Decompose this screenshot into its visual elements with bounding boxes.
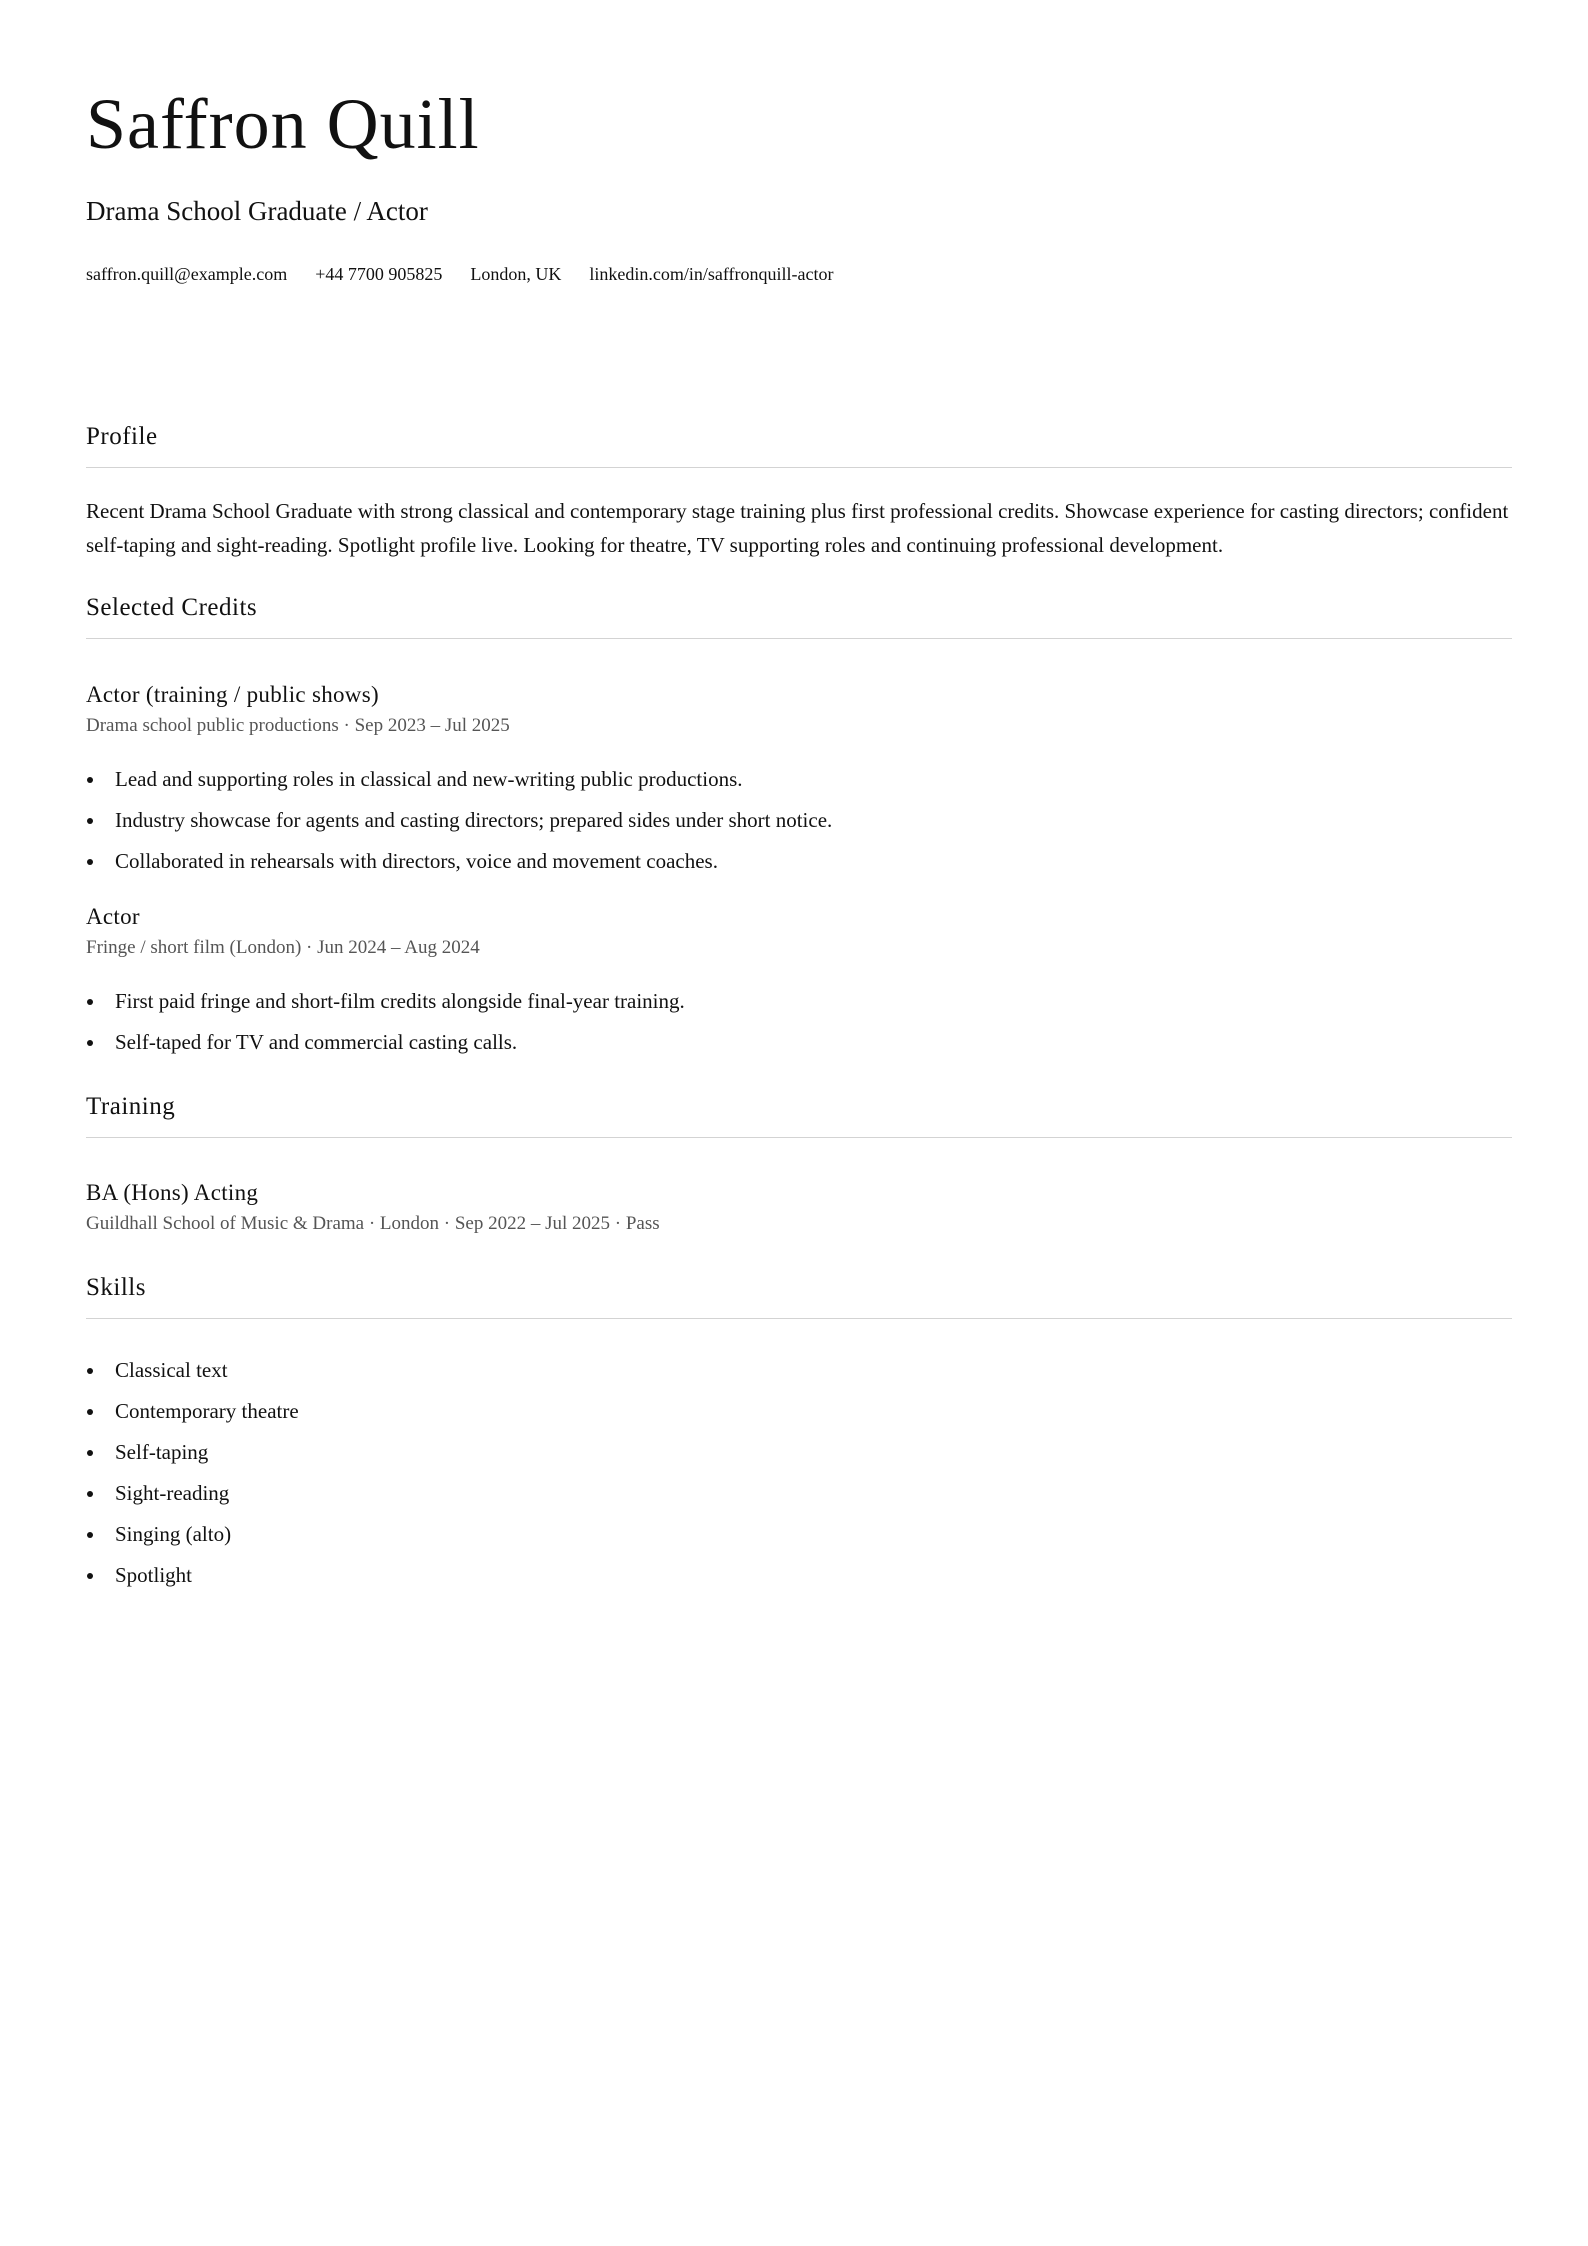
skill-item: Self-taping — [86, 1442, 299, 1483]
credit-meta: Drama school public productions · Sep 2023 – Jul 2025 — [86, 715, 510, 736]
bullet-item: Self-taped for TV and commercial casting calls. — [86, 1032, 685, 1073]
contact-linkedin[interactable]: linkedin.com/in/saffronquill-actor — [589, 264, 834, 284]
section-divider — [86, 638, 1512, 639]
skills-list — [86, 1360, 299, 1606]
skill-item: Classical text — [86, 1360, 299, 1401]
section-divider — [86, 1318, 1512, 1319]
contact-location: London, UK — [470, 264, 562, 284]
profile-summary: Recent Drama School Graduate with strong classical and contemporary stage training plus first professional credits. Showcase experience for casting directors; confident self-taping and sight-reading. Spotlight profile live. Looking for theatre, TV supporting roles and continuing professional development. — [86, 499, 1509, 557]
credit-role: Actor — [86, 904, 140, 929]
training-degree: BA (Hons) Acting — [86, 1180, 259, 1205]
skill-item: Spotlight — [86, 1565, 299, 1606]
skill-item: Sight-reading — [86, 1483, 299, 1524]
candidate-headline: Drama School Graduate / Actor — [86, 196, 428, 226]
training-meta: Guildhall School of Music & Drama · London · Sep 2022 – Jul 2025 · Pass — [86, 1213, 660, 1234]
bullet-item: First paid fringe and short-film credits alongside final-year training. — [86, 991, 685, 1032]
bullet-item: Collaborated in rehearsals with directors, voice and movement coaches. — [86, 851, 832, 892]
credit-bullets — [86, 769, 832, 892]
bullet-item: Industry showcase for agents and casting directors; prepared sides under short notice. — [86, 810, 832, 851]
section-title-skills: Skills — [86, 1274, 146, 1301]
candidate-name: Saffron Quill — [86, 84, 480, 164]
bullet-item: Lead and supporting roles in classical and new-writing public productions. — [86, 769, 832, 810]
credit-bullets — [86, 991, 685, 1073]
contact-line — [86, 265, 833, 283]
credit-meta: Fringe / short film (London) · Jun 2024 – Aug 2024 — [86, 937, 480, 958]
skill-item: Contemporary theatre — [86, 1401, 299, 1442]
section-title-training: Training — [86, 1093, 176, 1120]
credit-role: Actor (training / public shows) — [86, 682, 379, 707]
section-title-credits: Selected Credits — [86, 594, 258, 621]
section-divider — [86, 467, 1512, 468]
section-title-profile: Profile — [86, 423, 158, 450]
section-divider — [86, 1137, 1512, 1138]
contact-phone[interactable]: +44 7700 905825 — [315, 264, 443, 284]
skill-item: Singing (alto) — [86, 1524, 299, 1565]
contact-email[interactable]: saffron.quill@example.com — [86, 264, 288, 284]
